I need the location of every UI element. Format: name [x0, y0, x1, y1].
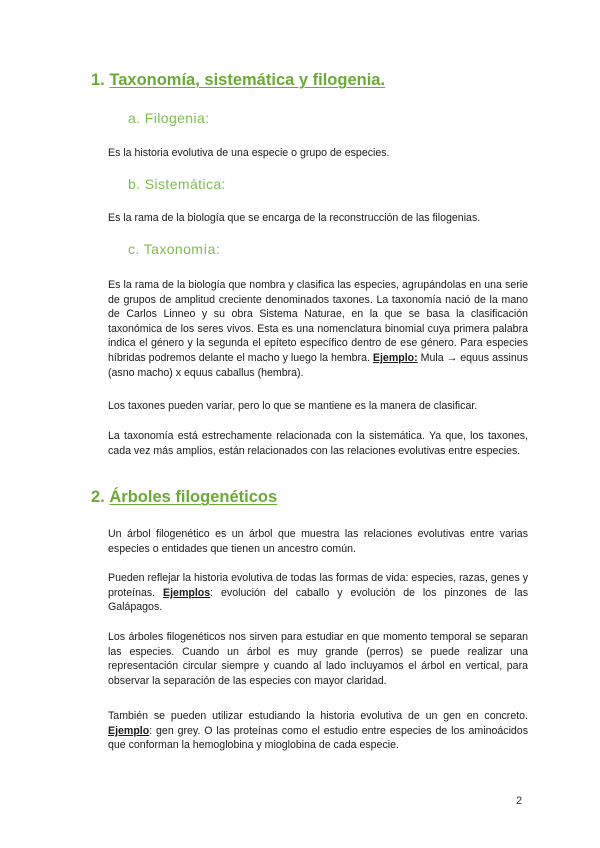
subheading-title: Sistemática:: [144, 176, 226, 192]
heading-number: 2.: [91, 488, 105, 506]
example-label: Ejemplo: [108, 724, 150, 737]
paragraph-filogenia: Es la historia evolutiva de una especie o grupo de especies.: [108, 147, 390, 159]
paragraph-text: Es la rama de la biología que nombra y clasifica las especies, agrupándolas en una serie de grupos de amplitud creciente denominados taxones. La taxonomía nació de la mano de Carlos Linneo y su obra Sistema Naturae, en la que se basa la clasificación taxonómica de los seres vivos. Esta es una nomenclatura binomial cuya primera palabra indica el género y la segunda el epíteto específico dentro de ese género. Para especies híbridas podremos delante el macho y luego la hembra.: [108, 279, 528, 364]
example-text: Mula → equus assinus (asno macho) x equus caballus (hembra).: [108, 351, 528, 379]
paragraph-taxones-variar: Los taxones pueden variar, pero lo que se mantiene es la manera de clasificar.: [108, 400, 478, 412]
subheading-label: a.: [128, 110, 141, 126]
subheading-taxonomia: [128, 241, 220, 257]
paragraph-text: También se pueden utilizar estudiando la historia evolutiva de un gen en concreto.: [108, 710, 528, 722]
paragraph-gen-concreto: [108, 709, 528, 753]
heading-title: Taxonomía, sistemática y filogenia.: [109, 71, 386, 89]
subheading-sistematica: [128, 176, 226, 192]
heading-number: 1.: [91, 71, 105, 89]
paragraph-momento-temporal: Los árboles filogenéticos nos sirven para estudiar en que momento temporal se separan las especies. Cuando un árbol es muy grande (perros) se puede realizar una representación circular siempre y cuando al lado incluyamos el árbol en vertical, para observar la separación de las especies con mayor claridad.: [108, 631, 528, 687]
heading-arboles-filogeneticos: [91, 488, 277, 507]
subheading-filogenia: [128, 110, 209, 126]
heading-title: Árboles filogenéticos: [109, 488, 278, 506]
paragraph-sistematica: Es la rama de la biología que se encarga de la reconstrucción de las filogenias.: [108, 212, 481, 224]
example-label: Ejemplos: [163, 586, 211, 599]
paragraph-historia-evolutiva: [108, 571, 528, 615]
example-text: : gen grey. O las proteínas como el estudio entre especies de los aminoácidos que conforman la hemoglobina y mioglobina de cada especie.: [108, 724, 528, 752]
subheading-title: Taxonomía:: [143, 241, 221, 257]
example-label: Ejemplo:: [372, 351, 418, 364]
subheading-title: Filogenia:: [144, 110, 210, 126]
example-text: : evolución del caballo y evolución de los pinzones de las Galápagos.: [108, 586, 528, 614]
heading-taxonomia-sistematica-filogenia: [91, 71, 385, 90]
subheading-label: c.: [128, 241, 140, 257]
paragraph-taxonomia-sistematica: La taxonomía está estrechamente relacionada con la sistemática. Ya que, los taxones, cada vez más amplios, están relacionados con las relaciones evolutivas entre especies.: [108, 430, 528, 457]
page-number: 2: [516, 795, 523, 807]
paragraph-arbol-definicion: Un árbol filogenético es un árbol que muestra las relaciones evolutivas entre varias especies o entidades que tienen un ancestro común.: [108, 528, 528, 555]
paragraph-text: Pueden reflejar la historia evolutiva de todas las formas de vida: especies, razas, genes y proteínas.: [108, 572, 528, 599]
subheading-label: b.: [128, 176, 141, 192]
paragraph-taxonomia-definicion: [108, 278, 528, 380]
